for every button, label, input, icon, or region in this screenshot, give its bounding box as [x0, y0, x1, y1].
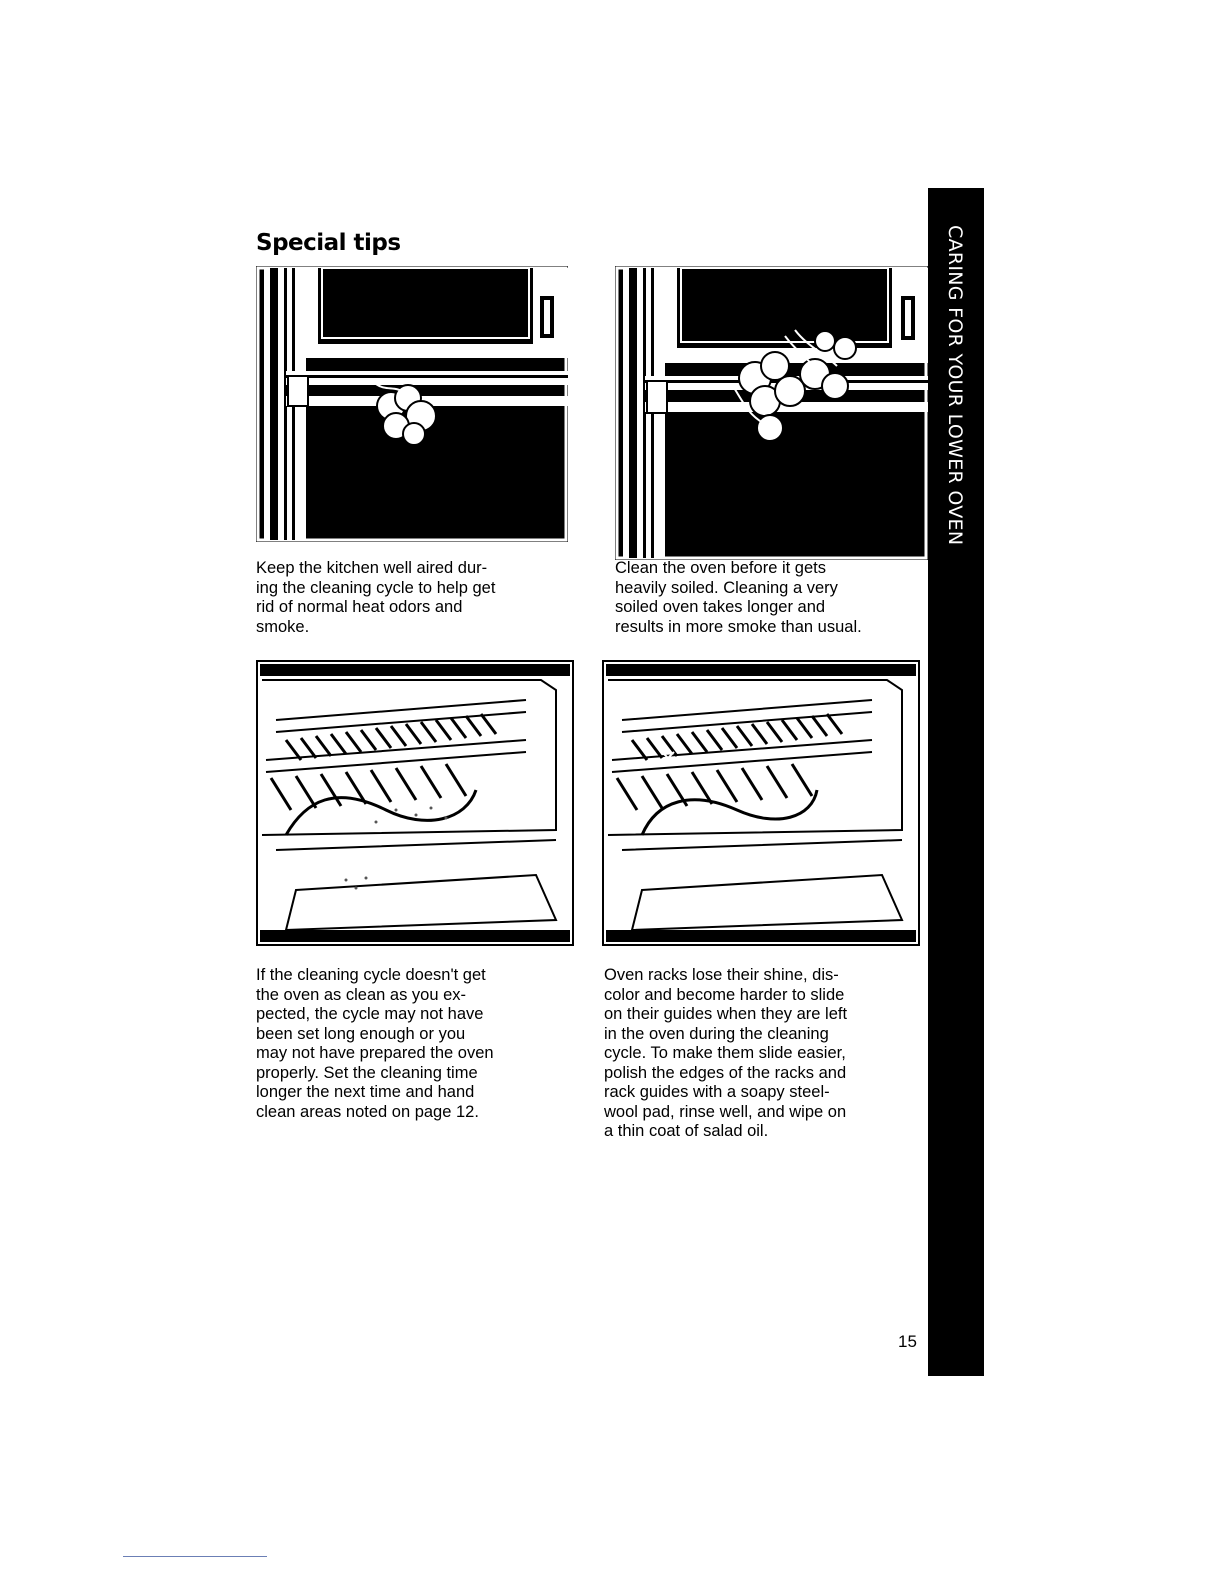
tip-caption: Clean the oven before it gets heavily soiled. Cleaning a very soiled oven takes longer and results in more smoke than usual.: [615, 559, 862, 636]
tip-caption: Keep the kitchen well aired dur- ing the cleaning cycle to help get rid of normal heat odors and smoke.: [256, 559, 496, 636]
illustration-oven-door-heavy-smoke: [615, 266, 928, 560]
footer-rule: [123, 1556, 267, 1557]
tip-caption: If the cleaning cycle doesn't get the oven as clean as you ex- pected, the cycle may not have been set long enough or you may not have prepared the oven properly. Set the cleaning time longer the next time and hand clean areas noted on page 12.: [256, 966, 494, 1121]
illustration-oven-interior-racks: [602, 660, 920, 946]
page-heading: Special tips: [256, 230, 401, 256]
section-tab-label: CARING FOR YOUR LOWER OVEN: [944, 225, 966, 546]
tip-caption: Oven racks lose their shine, dis- color and become harder to slide on their guides when they are left in the oven during the cleaning cycle. To make them slide easier, polish the edges of the racks and rack guides with a soapy steel- wool pad, rinse well, and wipe on a thin coat of salad oil.: [604, 966, 848, 1140]
page-number: 15: [898, 1332, 917, 1351]
illustration-oven-door-light-smoke: [256, 266, 568, 542]
illustration-oven-interior-soiled: [256, 660, 574, 946]
